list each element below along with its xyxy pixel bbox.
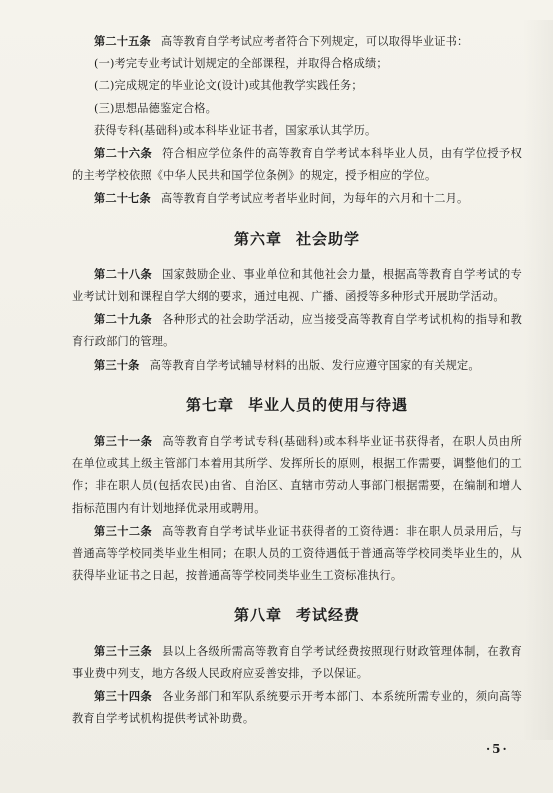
article-30 (72, 354, 522, 377)
article-number: 第三十四条 (94, 689, 153, 704)
page-number: ·5· (486, 742, 509, 756)
article-number: 第三十条 (94, 357, 140, 372)
article-number: 第二十五条 (94, 34, 151, 48)
article-number: 第三十一条 (94, 434, 153, 449)
article-number: 第二十六条 (94, 146, 153, 161)
article-text: 县以上各级所需高等教育自学考试经费按照现行财政管理体制，在教育事业费中列支，地方各级人民政府应妥善安排，予以保证。 (72, 644, 522, 680)
article-28 (72, 263, 522, 308)
chapter-7-heading (72, 394, 522, 416)
article-25-item-3: (三)思想品德鉴定合格。 (94, 101, 218, 115)
article-text: 各种形式的社会助学活动，应当接受高等教育自学考试机构的指导和教育行政部门的管理。 (72, 313, 522, 349)
article-text: 符合相应学位条件的高等教育自学考试本科毕业人员，由有学位授予权的主考学校依照《中华人民共和国学位条例》的规定，授予相应的学位。 (72, 147, 522, 183)
article-text: 高等教育自学考试辅导材料的出版、发行应遵守国家的有关规定。 (149, 358, 480, 372)
chapter-number: 第六章 (233, 229, 282, 248)
chapter-number: 第七章 (185, 395, 234, 414)
chapter-title: 考试经费 (296, 606, 361, 625)
article-25 (72, 30, 522, 53)
article-text: 高等教育自学考试应考者符合下列规定，可以取得毕业证书： (160, 35, 469, 48)
chapter-number: 第八章 (233, 606, 282, 625)
article-number: 第三十二条 (94, 523, 153, 538)
chapter-8-heading (72, 604, 522, 626)
article-32 (72, 520, 522, 588)
article-text: 各业务部门和军队系统要示开考本部门、本系统所需专业的，须向高等教育自学考试机构提供考试补助费。 (72, 690, 522, 726)
article-number: 第二十九条 (94, 312, 153, 327)
article-25-extra: 获得专科(基础科)或本科毕业证书者，国家承认其学历。 (94, 123, 377, 137)
chapter-title: 毕业人员的使用与待遇 (248, 395, 409, 414)
article-number: 第二十七条 (94, 191, 151, 206)
article-25-item-2: (二)完成规定的毕业论文(设计)或其他教学实践任务； (94, 79, 363, 93)
document-body (72, 30, 522, 730)
article-text: 国家鼓励企业、事业单位和其他社会力量，根据高等教育自学考试的专业考试计划和课程自学大纲的要求，通过电视、广播、函授等多种形式开展助学活动。 (72, 267, 522, 304)
article-25-item-1: (一)考完专业考试计划规定的全部课程，并取得合格成绩； (94, 57, 388, 71)
article-31 (72, 430, 522, 520)
article-text: 高等教育自学考试应考者毕业时间，为每年的六月和十二月。 (160, 192, 469, 206)
article-33 (72, 640, 522, 685)
article-29 (72, 308, 522, 353)
article-number: 第三十三条 (94, 643, 153, 658)
chapter-title: 社会助学 (296, 229, 361, 248)
article-34 (72, 685, 522, 730)
article-27 (72, 187, 522, 210)
article-26 (72, 142, 522, 187)
article-text: 高等教育自学考试毕业证书获得者的工资待遇：非在职人员录用后，与普通高等学校同类毕业生相同；在职人员的工资待遇低于普通高等学校同类毕业生的，从获得毕业证书之日起，按普通高等学校同类毕业生工资标准执行。 (72, 524, 522, 583)
chapter-6-heading (72, 228, 522, 250)
article-number: 第二十八条 (94, 266, 153, 281)
page-edge-shading (523, 20, 553, 740)
article-text: 高等教育自学考试专科(基础科)或本科毕业证书获得者，在职人员由所在单位或其上级主管部门本着用其所学、发挥所长的原则，根据工作需要，调整他们的工作；非在职人员(包括农民)由省、自治区、直辖市劳动人事部门根据需要，在编制和增人指标范围内有计划地择优录用或聘用。 (72, 435, 522, 515)
